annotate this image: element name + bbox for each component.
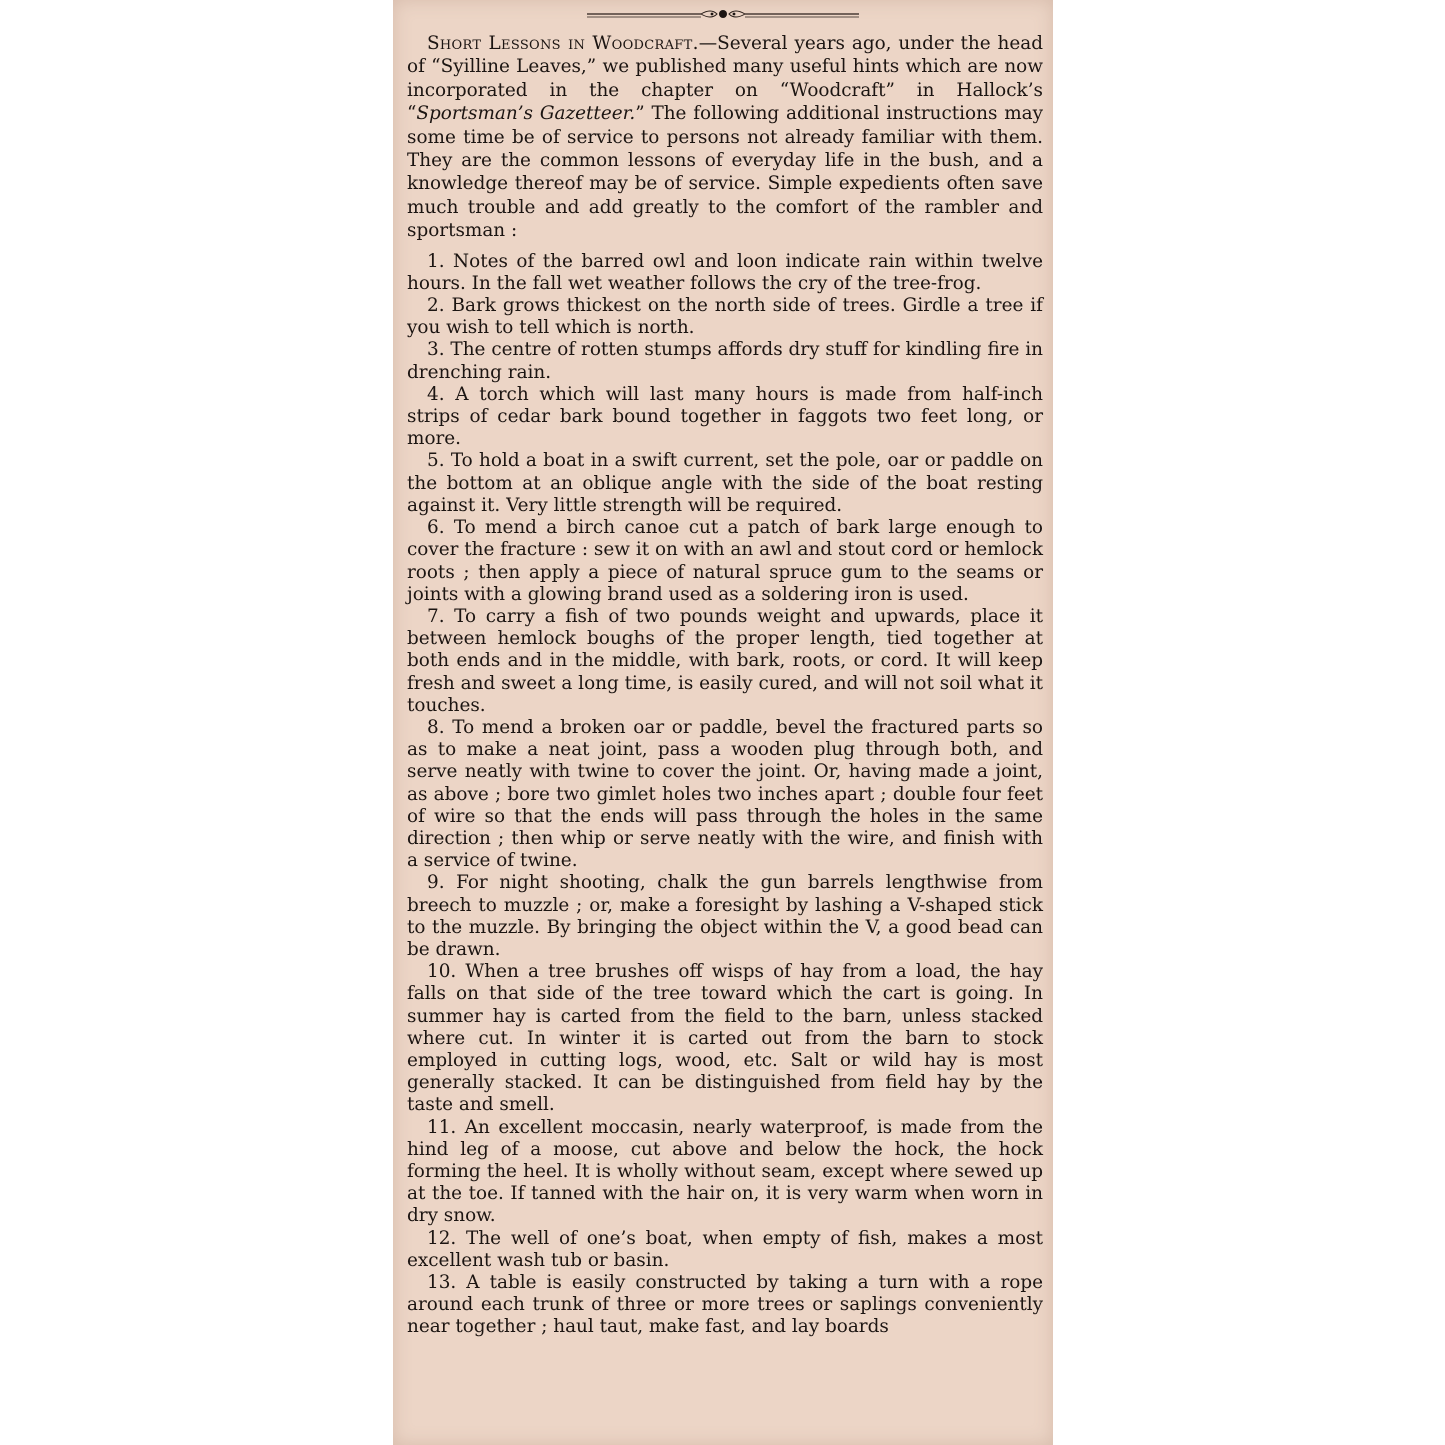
lesson-item: 1. Notes of the barred owl and loon indicate rain within twelve hours. In the fall wet weather follows the cry of the tree-frog.	[407, 250, 1043, 294]
intro-text-a: —Several years ago, under the head of “Syilline Leaves,” we published many useful hints which are now incorporated in the chapter on “Woodcraft” in Hallock’s “	[407, 33, 1044, 125]
lesson-item: 2. Bark grows thickest on the north side of trees. Girdle a tree if you wish to tell which is north.	[407, 295, 1043, 339]
lesson-item: 5. To hold a boat in a swift current, set the pole, oar or paddle on the bottom at an oblique angle with the side of the boat resting against it. Very little strength will be required.	[407, 450, 1043, 516]
lesson-item: 13. A table is easily constructed by taking a turn with a rope around each trunk of three or more trees or saplings conveniently near together ; haul taut, make fast, and lay boards	[407, 1272, 1043, 1338]
intro-text-b: ” The following additional instructions may some time be of service to persons not already familiar with them. They are the common lessons of everyday life in the bush, and a knowledge thereof may be of service. Simple expedients often save much trouble and add greatly to the comfort of the rambler and sportsman :	[407, 103, 1043, 242]
lesson-item: 7. To carry a fish of two pounds weight and upwards, place it between hemlock boughs of the proper length, tied together at both ends and in the middle, with bark, roots, or cord. It will keep fresh and sweet a long time, is easily cured, and will not soil what it touches.	[407, 605, 1043, 716]
book-title: Sportsman’s Gazetteer.	[416, 103, 636, 125]
article-body	[407, 32, 1043, 1339]
lesson-item: 11. An excellent moccasin, nearly waterproof, is made from the hind leg of a moose, cut above and below the hock, the hock forming the heel. It is wholly without seam, except where sewed up at the toe. If tanned with the hair on, it is very warm when worn in dry snow.	[407, 1116, 1043, 1227]
ornamental-rule	[583, 6, 863, 22]
lesson-item: 6. To mend a birch canoe cut a patch of bark large enough to cover the fracture : sew it on with an awl and stout cord or hemlock roots ; then apply a piece of natural spruce gum to the seams or joints with a glowing brand used as a soldering iron is used.	[407, 517, 1043, 605]
lesson-item: 8. To mend a broken oar or paddle, bevel the fractured parts so as to make a neat joint, pass a wooden plug through both, and serve neatly with twine to cover the joint. Or, having made a joint, as above ; bore two gimlet holes two inches apart ; double four feet of wire so that the ends will pass through the holes in the same direction ; then whip or serve neatly with the wire, and finish with a service of twine.	[407, 716, 1043, 872]
lesson-item: 12. The well of one’s boat, when empty of fish, makes a most excellent wash tub or basin.	[407, 1227, 1043, 1271]
newspaper-clipping	[393, 0, 1053, 1445]
lesson-item: 9. For night shooting, chalk the gun barrels lengthwise from breech to muzzle ; or, make a foresight by lashing a V-shaped stick to the muzzle. By bringing the object within the V, a good bead can be drawn.	[407, 872, 1043, 960]
article-heading: Short Lessons in Woodcraft.	[427, 33, 699, 54]
lesson-item: 4. A torch which will last many hours is made from half-inch strips of cedar bark bound together in faggots two feet long, or more.	[407, 383, 1043, 450]
article-intro	[407, 32, 1043, 243]
lesson-item: 10. When a tree brushes off wisps of hay from a load, the hay falls on that side of the tree toward which the cart is going. In summer hay is carted from the field to the barn, unless stacked where cut. In winter it is carted out from the barn to stock employed in cutting logs, wood, etc. Salt or wild hay is most generally stacked. It can be distinguished from field hay by the taste and smell.	[407, 961, 1043, 1116]
lesson-item: 3. The centre of rotten stumps affords dry stuff for kindling fire in drenching rain.	[407, 339, 1043, 383]
